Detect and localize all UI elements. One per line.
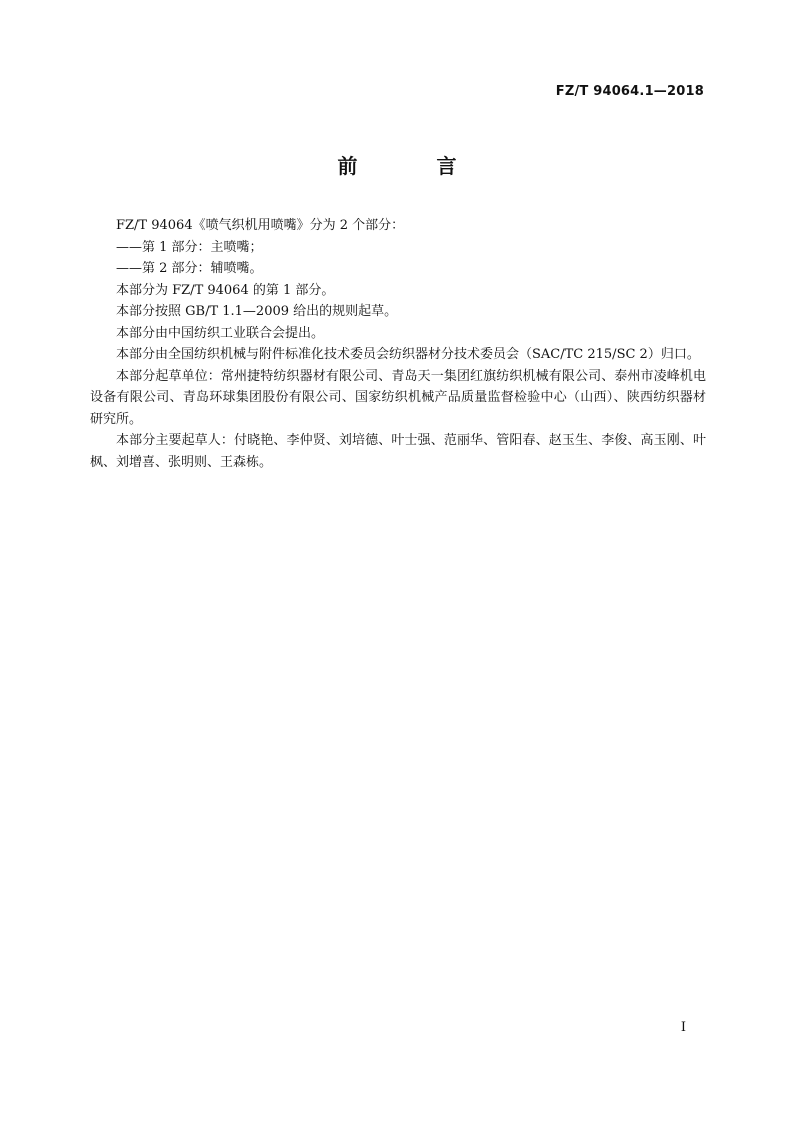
paragraph-under-jurisdiction: 本部分由全国纺织机械与附件标准化技术委员会纺织器材分技术委员会（SAC/TC 215/SC 2）归口。: [116, 347, 700, 362]
paragraph-part-1: ——第 1 部分：主喷嘴；: [116, 239, 263, 255]
paragraph-drafting-units: 本部分起草单位：常州捷特纺织器材有限公司、青岛天一集团红旗纺织机械有限公司、泰州市凌峰机电设备有限公司、青岛环球集团股份有限公司、国家纺织机械产品质量监督检验中心（山西）、陕西纺织器材研究所。: [90, 368, 706, 427]
paragraph-parts-intro: FZ/T 94064《喷气织机用喷嘴》分为 2 个部分：: [116, 218, 405, 233]
paragraph-part-2: ——第 2 部分：辅喷嘴。: [116, 261, 263, 276]
paragraph-this-part: 本部分为 FZ/T 94064 的第 1 部分。: [116, 282, 335, 298]
standard-number: FZ/T 94064.1—2018: [555, 84, 704, 99]
page-title: 前 言: [337, 154, 493, 178]
paragraph-proposed-by: 本部分由中国纺织工业联合会提出。: [116, 325, 325, 341]
foreword-body: [90, 215, 706, 473]
page-number: I: [680, 1020, 686, 1035]
paragraph-drafting-rules: 本部分按照 GB/T 1.1—2009 给出的规则起草。: [116, 304, 398, 319]
paragraph-main-drafters: 本部分主要起草人：付晓艳、李仲贤、刘培德、叶士强、范丽华、管阳春、赵玉生、李俊、高玉刚、叶枫、刘增喜、张明则、王森栋。: [90, 433, 706, 470]
